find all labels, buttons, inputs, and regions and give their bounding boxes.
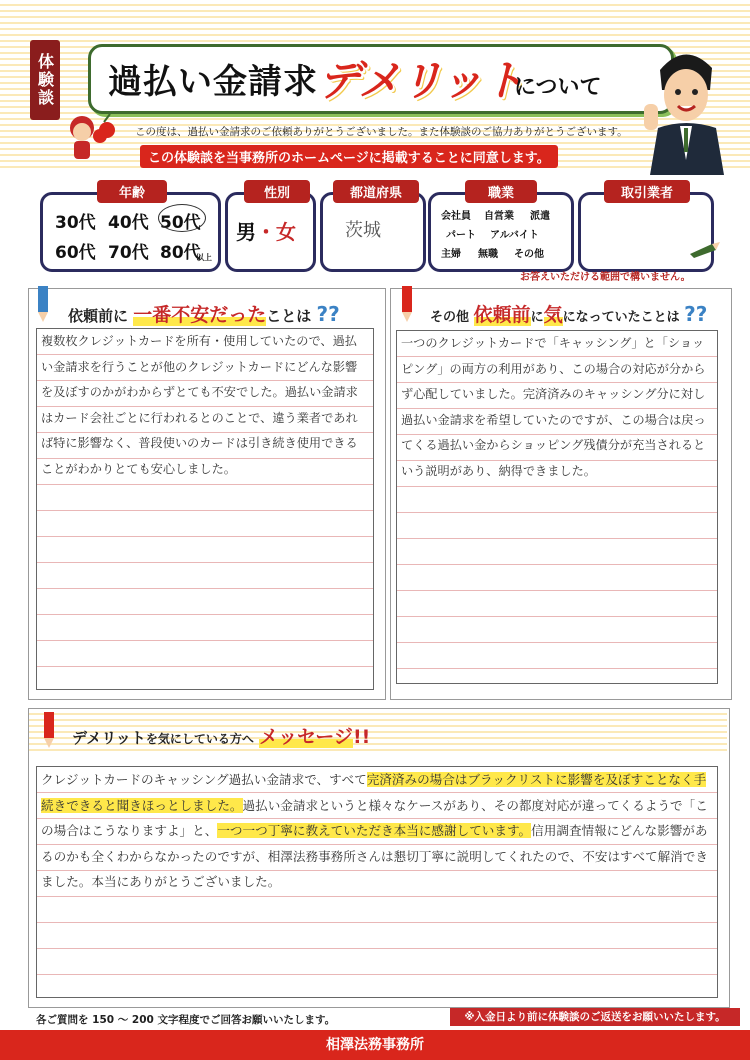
- footer-deadline-note: ※入金日より前に体験談のご返送をお願いいたします。: [450, 1008, 740, 1026]
- q1-suffix: ことは: [266, 307, 312, 325]
- pencil-icon: [690, 240, 720, 258]
- q1-question-mark: ??: [316, 302, 340, 326]
- job-arbeit[interactable]: アルバイト: [490, 230, 539, 241]
- consent-banner: この体験談を当事務所のホームページに掲載することに同意します。: [140, 145, 558, 168]
- office-name: 相澤法務事務所: [0, 1030, 750, 1060]
- q1-title: [68, 300, 340, 327]
- optional-note: お答えいただける範囲で構いません。: [520, 272, 691, 283]
- title-demerit: デメリット: [318, 56, 525, 105]
- q3-highlight2: 一つ一つ丁寧に教えていただき本当に感謝しています。: [217, 823, 532, 838]
- pencil-icon: [398, 286, 416, 322]
- title-sub: について: [514, 75, 602, 100]
- gender-dot: ・: [256, 220, 276, 244]
- q1-answer-area: [36, 328, 374, 690]
- age-selected-circle: [158, 204, 206, 232]
- job-other[interactable]: その他: [514, 249, 544, 260]
- gender-label: 性別: [244, 180, 310, 203]
- age-extra: 以上: [196, 253, 212, 262]
- q3-answer-part3: 信用調査情報にどんな影響があるのかも全くわからなかったのですが、相澤法務事務所さんは懇切丁寧に説明してくれたので、不安はすべて解消できました。本当にありがとうございました。: [41, 823, 708, 889]
- q3-mid: を気にしている方へ: [145, 732, 254, 746]
- thanks-text: この度は、過払い金請求のご依頼ありがとうございました。また体験談のご協力ありがとうございます。: [135, 126, 628, 138]
- q3-title: [72, 722, 370, 749]
- job-unemployed[interactable]: 無職: [478, 249, 498, 260]
- age-label: 年齢: [97, 180, 167, 203]
- q3-answer-area: [36, 766, 718, 998]
- age-40[interactable]: 40代: [108, 213, 149, 233]
- lender-label: 取引業者: [604, 180, 690, 203]
- q2-answer: 一つのクレジットカードで「キャッシング」と「ショッピング」の両方の利用があり、この場合の対応が分からず心配していました。完済済みのキャッシング分に対し過払い金請求を希望していたのですが、この場合は戻ってくる過払い金からショッピング残債分が充当されるという説明があり、納得できました。: [401, 336, 706, 478]
- title-main: 過払い金請求: [108, 62, 318, 102]
- prefecture-label: 都道府県: [333, 180, 419, 203]
- age-70[interactable]: 70代: [108, 243, 149, 263]
- job-dispatch[interactable]: 派遣: [530, 211, 550, 222]
- q2-emphasis: 依頼前: [473, 304, 531, 326]
- job-part[interactable]: パート: [446, 230, 476, 241]
- q2-prefix: その他: [430, 310, 470, 325]
- q3-answer-part2: 過払い金請求というと様々なケースがあり、その都度対応が違ってくるようで「この場合はこうなりますよ」と、: [41, 797, 708, 838]
- footer-note: 各ご質問を 150 ～ 200 文字程度でご回答お願いいたします。: [36, 1014, 336, 1026]
- q3-emphasis: メッセージ: [259, 726, 353, 748]
- q1-emphasis: 一番不安だった: [133, 304, 267, 326]
- q3-suffix: !!: [352, 726, 371, 748]
- age-60[interactable]: 60代: [55, 243, 96, 263]
- pencil-icon: [34, 286, 52, 322]
- job-label: 職業: [465, 180, 537, 203]
- lawyer-character-icon: [640, 40, 730, 175]
- gender-male[interactable]: 男: [236, 220, 256, 244]
- q2-emphasis2: 気: [543, 304, 563, 326]
- age-80[interactable]: 80代: [160, 243, 201, 263]
- q3-answer-part1: クレジットカードのキャッシング過払い金請求で、すべて: [41, 772, 367, 787]
- q2-mid: に: [530, 310, 544, 325]
- age-30[interactable]: 30代: [55, 213, 96, 233]
- q2-question-mark: ??: [684, 302, 708, 326]
- pencil-icon: [40, 712, 58, 748]
- gender-female[interactable]: 女: [276, 220, 296, 244]
- gender-options: [236, 216, 296, 245]
- q1-answer: 複数枚クレジットカードを所有・使用していたので、過払い金請求を行うことが他のクレジットカードにどんな影響を及ぼすのかがわからずとても不安でした。過払い金請求はカード会社ごとに行われるとのことで、違う業者であれば特に影響なく、普段使いのカードは引き続き使用できることがわかりとても安心しました。: [41, 334, 358, 476]
- girl-mascot-icon: [60, 110, 120, 170]
- q1-prefix: 依頼前: [68, 307, 114, 325]
- job-employee[interactable]: 会社員: [441, 211, 471, 222]
- lender-box: [578, 192, 714, 272]
- q3-prefix: デメリット: [72, 729, 146, 747]
- q3-answer: [37, 767, 717, 895]
- badge: 体験談: [30, 40, 60, 120]
- q3-highlight1: 完済済みの場合はブラックリストに影響を及ぼすことなく手続きできると聞きほっとしました。: [41, 772, 707, 813]
- job-self-employed[interactable]: 自営業: [484, 211, 514, 222]
- prefecture-value[interactable]: 茨城: [345, 220, 381, 241]
- q2-suffix: になっていたことは: [562, 310, 680, 325]
- q2-title: [430, 300, 707, 327]
- job-housewife[interactable]: 主婦: [441, 249, 461, 260]
- q2-answer-area: [396, 330, 718, 684]
- q1-mid: に: [113, 307, 129, 325]
- age-50[interactable]: 50代: [160, 213, 201, 233]
